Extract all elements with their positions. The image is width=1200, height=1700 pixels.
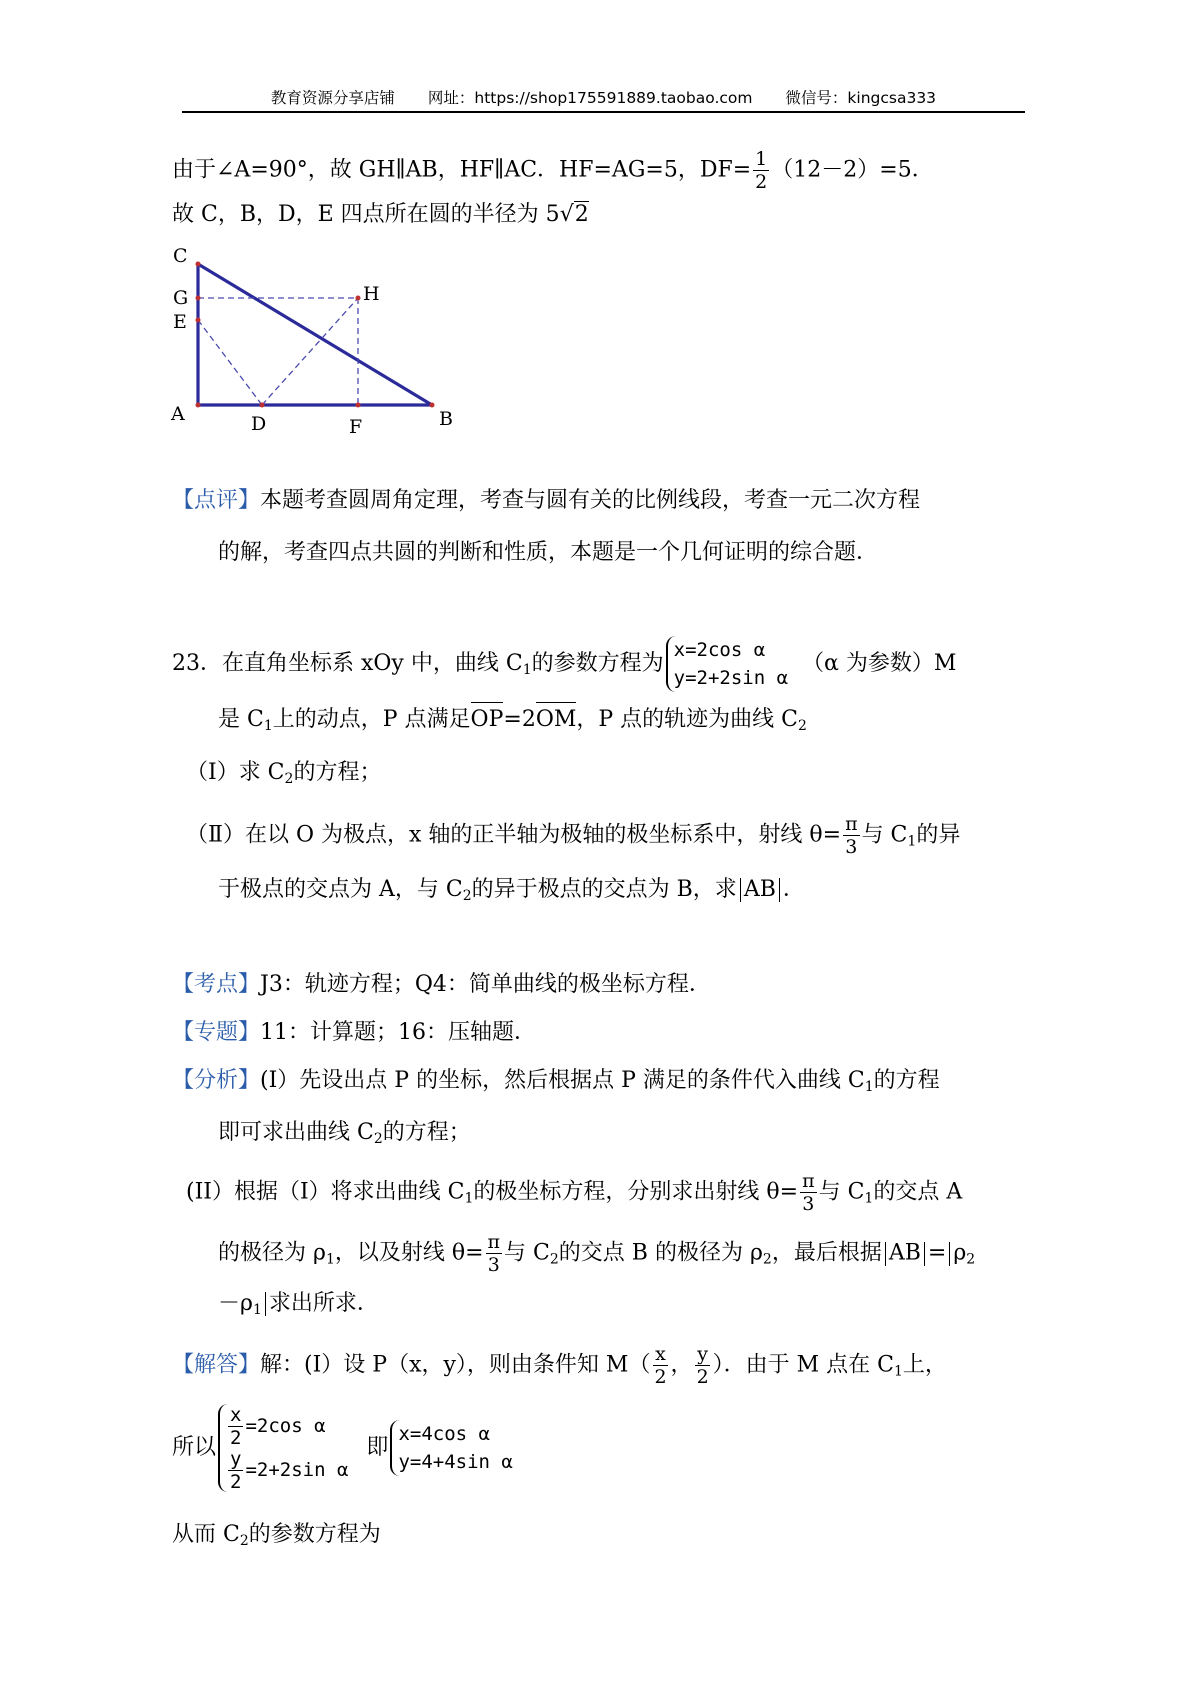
- text: 11：计算题；16：压轴题．: [260, 1020, 537, 1045]
- subscript: 1: [864, 1079, 874, 1095]
- label-a: A: [171, 403, 185, 425]
- text: 故 C，B，D，E 四点所在圆的半径为 5: [172, 202, 560, 227]
- segment-cb: [198, 264, 432, 405]
- kaodian-tag: 【考点】: [172, 972, 261, 997]
- text: 与 C: [818, 1179, 865, 1205]
- text: ．: [782, 877, 805, 902]
- jieda-last-line: [172, 1520, 381, 1556]
- text: =2: [503, 707, 536, 732]
- subscript: 1: [907, 833, 917, 850]
- denominator: 3: [487, 1254, 500, 1276]
- text: AB: [743, 877, 776, 902]
- header-url[interactable]: 网址：https://shop175591889.taobao.com: [427, 89, 753, 107]
- text: 的交点 B 的极径为 ρ: [558, 1240, 763, 1266]
- label-e: E: [173, 311, 187, 333]
- equation: x=2cos α: [673, 639, 766, 661]
- q23-line2: [218, 705, 807, 741]
- text: 与 C: [861, 822, 908, 848]
- abs-bar: [265, 1292, 266, 1316]
- subscript: 1: [252, 1302, 262, 1318]
- text: 本题考查圆周角定理，考查与圆有关的比例线段，考查一元二次方程: [260, 488, 921, 513]
- numerator: 1: [755, 148, 768, 170]
- equation: y=2+2sin α: [673, 667, 789, 689]
- equation-rhs: =2+2sin α: [245, 1459, 349, 1481]
- denominator: 2: [230, 1426, 242, 1449]
- fenxi-line1: [172, 1066, 940, 1102]
- figure-solid-lines: [198, 264, 432, 405]
- equation-row: [226, 1448, 348, 1492]
- line-radius: [172, 200, 589, 230]
- text: 解：(I）设 P（x，y），则由条件知 M（: [260, 1352, 651, 1378]
- jieda-line1: [172, 1343, 947, 1388]
- text: ，P 点的轨迹为曲线 C: [576, 707, 799, 732]
- abs-bar: [924, 1242, 925, 1266]
- numerator: y: [697, 1343, 708, 1365]
- text: 与 C: [504, 1240, 550, 1266]
- numerator: π: [487, 1231, 501, 1253]
- subscript: 1: [522, 662, 532, 678]
- header-rule: [182, 111, 1025, 113]
- abs-bar: [949, 1242, 950, 1266]
- fraction-y-2: [228, 1448, 243, 1493]
- numerator: x: [655, 1343, 666, 1365]
- text: 由于∠A=90°，故 GH∥AB，HF∥AC．HF=AG=5，DF=: [172, 157, 752, 183]
- text: 是 C: [218, 707, 264, 732]
- text: 于极点的交点为 A，与 C: [218, 877, 463, 902]
- q23-line1: [172, 636, 956, 692]
- text: 的极径为 ρ: [218, 1240, 326, 1266]
- text: AB: [888, 1240, 921, 1266]
- vector-om: OM: [536, 705, 577, 735]
- sqrt-radicand: 2: [574, 202, 589, 227]
- text: 的交点 A: [873, 1179, 963, 1205]
- denominator: 2: [654, 1366, 667, 1388]
- comma: ，: [670, 1352, 693, 1378]
- zhuanti-line: [172, 1018, 536, 1048]
- fraction: [753, 148, 769, 193]
- numerator: π: [845, 813, 858, 835]
- zhuanti-tag: 【专题】: [172, 1020, 261, 1045]
- text: (II）根据（I）将求出曲线 C: [186, 1179, 465, 1205]
- text: 求出所求．: [268, 1291, 379, 1316]
- system-result: [390, 1420, 512, 1476]
- line-angle: [172, 148, 934, 193]
- label-f: F: [349, 416, 363, 438]
- subscript: 2: [373, 1131, 383, 1147]
- text: （Ⅱ）在以 O 为极点，x 轴的正半轴为极轴的极坐标系中，射线 θ=: [186, 822, 842, 848]
- numerator: y: [230, 1447, 242, 1470]
- denominator: 3: [845, 836, 858, 858]
- kaodian-line: [172, 970, 711, 1000]
- denominator: 2: [755, 171, 768, 193]
- fenxi-line5: [218, 1289, 379, 1325]
- segment-ed: [198, 320, 262, 405]
- text: （α 为参数）M: [802, 651, 957, 676]
- q23-part2-line2: [218, 875, 805, 911]
- numerator: π: [802, 1170, 815, 1192]
- fraction-x-2: [228, 1404, 243, 1449]
- abs-bar: [779, 878, 780, 902]
- abs-bar: [740, 878, 741, 902]
- subscript: 1: [464, 1190, 474, 1207]
- text: 的参数方程为: [531, 651, 664, 676]
- text: 的参数方程为: [248, 1522, 381, 1547]
- subscript: 2: [762, 1251, 772, 1268]
- text: ）．由于 M 点在 C: [712, 1352, 894, 1378]
- vector-op: OP: [471, 705, 504, 735]
- label-g: G: [173, 287, 189, 309]
- fraction-x-2: [652, 1343, 668, 1388]
- geometry-figure: [165, 240, 465, 440]
- text: 从而 C: [172, 1522, 240, 1547]
- q23-part2-line1: [186, 813, 960, 858]
- equation: y=4+4sin α: [398, 1451, 513, 1473]
- fraction-pi-3: [486, 1231, 503, 1276]
- text: 上，: [902, 1352, 947, 1378]
- text: 的方程；: [382, 1120, 471, 1145]
- subscript: 1: [325, 1251, 335, 1268]
- header-wechat: 微信号：kingcsa333: [785, 89, 937, 107]
- sqrt-sign: √: [559, 202, 574, 227]
- text: （12－2）=5．: [771, 157, 934, 183]
- text: =: [927, 1240, 947, 1266]
- abs-bar: [885, 1242, 886, 1266]
- text: 上的动点，P 点满足: [272, 707, 471, 732]
- text: (I）先设出点 P 的坐标，然后根据点 P 满足的条件代入曲线 C: [260, 1068, 865, 1093]
- equation-row: [226, 1404, 348, 1448]
- text: ，最后根据: [771, 1240, 882, 1266]
- subscript: 1: [864, 1190, 874, 1207]
- fenxi-tag: 【分析】: [172, 1068, 261, 1093]
- subscript: 2: [462, 888, 472, 904]
- text: 所以: [172, 1435, 217, 1460]
- denominator: 2: [696, 1366, 709, 1388]
- label-b: B: [439, 408, 453, 430]
- text: ，以及射线 θ=: [334, 1240, 484, 1266]
- equation-rhs: =2cos α: [245, 1415, 326, 1437]
- text: 的方程: [873, 1068, 940, 1093]
- text: 的解，考查四点共圆的判断和性质，本题是一个几何证明的综合题．: [218, 540, 879, 565]
- fraction-pi-3: [800, 1170, 817, 1215]
- label-h: H: [363, 283, 380, 305]
- param-system: [666, 636, 788, 692]
- text: 23．在直角坐标系 xOy 中，曲线 C: [172, 651, 523, 676]
- text: J3：轨迹方程；Q4：简单曲线的极坐标方程．: [260, 972, 711, 997]
- text: 的方程；: [293, 760, 382, 785]
- fraction-pi-3: [843, 813, 860, 858]
- jieda-systems: [172, 1404, 513, 1492]
- equation: x=4cos α: [398, 1423, 490, 1445]
- text: 的异: [916, 822, 961, 848]
- label-c: C: [173, 245, 188, 267]
- comment-tag: 【点评】: [172, 488, 261, 513]
- label-d: D: [251, 413, 267, 435]
- comment-line2: [218, 538, 878, 568]
- page-header: [182, 86, 1025, 108]
- denominator: 2: [230, 1470, 242, 1493]
- fenxi-line3: [186, 1170, 962, 1215]
- subscript: 1: [263, 718, 273, 734]
- subscript: 2: [798, 718, 807, 734]
- q23-part1: [186, 758, 381, 794]
- system-half: [218, 1404, 348, 1492]
- subscript: 2: [549, 1251, 559, 1268]
- text: －ρ: [218, 1291, 253, 1316]
- fenxi-line4: [218, 1231, 975, 1276]
- text: 即可求出曲线 C: [218, 1120, 374, 1145]
- header-shop: 教育资源分享店铺: [270, 89, 395, 107]
- numerator: x: [230, 1403, 242, 1426]
- text: 的异于极点的交点为 B，求: [471, 877, 737, 902]
- subscript: 2: [239, 1533, 249, 1549]
- subscript: 2: [966, 1251, 976, 1268]
- subscript: 2: [284, 771, 294, 787]
- jieda-tag: 【解答】: [172, 1352, 261, 1378]
- text: （Ⅰ）求 C: [186, 760, 285, 785]
- denominator: 3: [802, 1193, 815, 1215]
- text: 即: [366, 1435, 389, 1460]
- text: ρ: [953, 1240, 967, 1266]
- text: 的极坐标方程，分别求出射线 θ=: [473, 1179, 799, 1205]
- subscript: 1: [894, 1363, 903, 1380]
- fenxi-line2: [218, 1118, 471, 1154]
- fraction-y-2: [695, 1343, 711, 1388]
- comment-line1: [172, 486, 920, 516]
